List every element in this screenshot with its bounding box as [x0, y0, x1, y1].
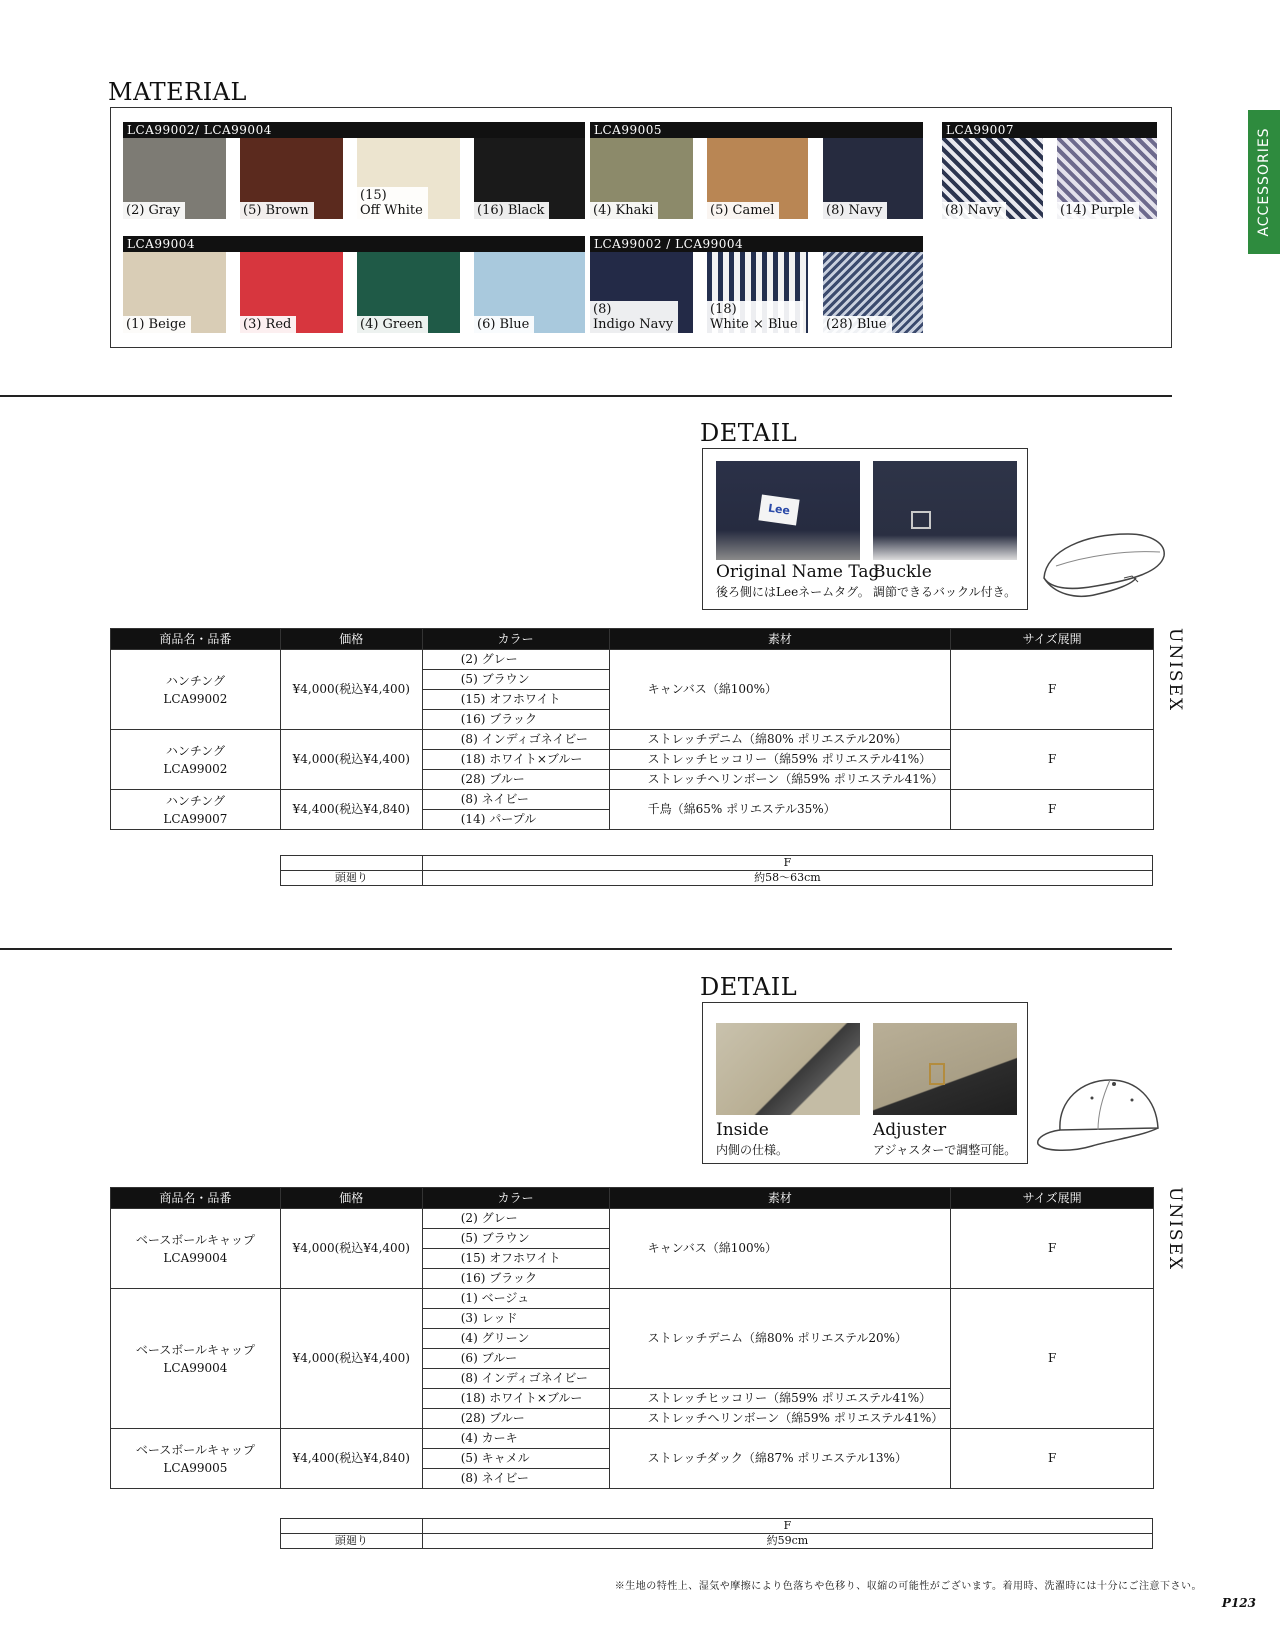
unisex-label: UNISEX	[1165, 1187, 1185, 1272]
detail-heading: DETAIL	[700, 419, 798, 447]
price-cell: ¥4,400(税込¥4,840)	[280, 790, 422, 830]
swatch	[823, 138, 923, 219]
size-cell: F	[951, 790, 1154, 830]
swatch-label: (3) Red	[240, 316, 296, 333]
swatch-label: (6) Blue	[474, 316, 534, 333]
product-name-cell	[111, 650, 281, 730]
detail-subtitle: 後ろ側にはLeeネームタグ。	[716, 585, 870, 599]
accessories-tab-label: ACCESSORIES	[1256, 127, 1272, 237]
swatch-label: (2) Gray	[123, 202, 185, 219]
material-group	[590, 122, 923, 220]
material-cell: キャンバス（綿100%）	[609, 650, 951, 730]
col-header-name: 商品名・品番	[111, 1188, 281, 1209]
material-panel	[110, 107, 1172, 348]
swatch	[123, 252, 226, 333]
size-cell: F	[951, 730, 1154, 790]
material-group-code: LCA99004	[123, 236, 585, 252]
material-group-code: LCA99005	[590, 122, 923, 138]
size-corner	[281, 856, 423, 871]
table-row	[111, 730, 1154, 750]
material-group-code: LCA99007	[942, 122, 1157, 138]
product-name: ハンチング	[165, 793, 226, 808]
size-cell: F	[951, 1209, 1154, 1289]
unisex-label: UNISEX	[1165, 628, 1185, 713]
size-label: 頭廻り	[281, 1534, 423, 1549]
detail-title: Inside	[716, 1120, 769, 1140]
color-cell: (2) グレー	[422, 1209, 609, 1229]
size-cell: F	[951, 1429, 1154, 1489]
material-cell: ストレッチダック（綿87% ポリエステル13%）	[609, 1429, 951, 1489]
color-cell: (8) インディゴネイビー	[422, 730, 609, 750]
col-header-size: サイズ展開	[951, 1188, 1154, 1209]
detail-subtitle: 内側の仕様。	[716, 1143, 789, 1157]
col-header-size: サイズ展開	[951, 629, 1154, 650]
material-cell: キャンバス（綿100%）	[609, 1209, 951, 1289]
accessories-tab	[1248, 110, 1280, 254]
material-cell: ストレッチデニム（綿80% ポリエステル20%）	[609, 1289, 951, 1389]
price-cell: ¥4,000(税込¥4,400)	[280, 1209, 422, 1289]
swatch	[357, 252, 460, 333]
swatch	[240, 252, 343, 333]
swatch-label: (4) Green	[357, 316, 428, 333]
product-name-cell	[111, 1209, 281, 1289]
product-name-cell	[111, 730, 281, 790]
color-cell: (15) オフホワイト	[422, 1249, 609, 1269]
product-code: LCA99004	[163, 1360, 228, 1375]
inside-photo	[716, 1023, 860, 1115]
col-header-price: 価格	[280, 629, 422, 650]
swatch-label: (8) Indigo Navy	[590, 301, 678, 333]
swatch-label: (14) Purple	[1057, 202, 1139, 219]
color-cell: (8) ネイビー	[422, 1469, 609, 1489]
swatch-label: (1) Beige	[123, 316, 191, 333]
color-cell: (18) ホワイト×ブルー	[422, 1389, 609, 1409]
detail-title: Buckle	[873, 562, 932, 582]
color-cell: (8) インディゴネイビー	[422, 1369, 609, 1389]
page-number: P123	[1221, 1596, 1256, 1610]
col-header-material: 素材	[609, 629, 951, 650]
color-cell: (8) ネイビー	[422, 790, 609, 810]
color-cell: (5) ブラウン	[422, 670, 609, 690]
product-name: ハンチング	[165, 673, 226, 688]
hunting-spec-table	[110, 628, 1154, 830]
color-cell: (6) ブルー	[422, 1349, 609, 1369]
color-cell: (16) ブラック	[422, 1269, 609, 1289]
hunting-size-table	[280, 855, 1153, 886]
buckle-icon	[911, 511, 931, 529]
table-row	[111, 1289, 1154, 1309]
swatch	[707, 252, 808, 333]
color-cell: (28) ブルー	[422, 1409, 609, 1429]
table-row	[111, 1429, 1154, 1449]
swatch	[474, 252, 585, 333]
price-cell: ¥4,000(税込¥4,400)	[280, 1289, 422, 1429]
col-header-material: 素材	[609, 1188, 951, 1209]
swatch	[590, 138, 693, 219]
color-cell: (15) オフホワイト	[422, 690, 609, 710]
swatch-label: (28) Blue	[823, 316, 892, 333]
lee-tag: Lee	[758, 494, 799, 525]
material-group	[123, 122, 585, 220]
color-cell: (18) ホワイト×ブルー	[422, 750, 609, 770]
product-code: LCA99005	[163, 1460, 228, 1475]
baseball-cap-illustration	[1032, 1070, 1172, 1166]
swatch	[707, 138, 808, 219]
swatch-label: (5) Brown	[240, 202, 314, 219]
material-group	[590, 236, 923, 334]
size-cell: F	[951, 650, 1154, 730]
material-cell: ストレッチヘリンボーン（綿59% ポリエステル41%）	[609, 1409, 951, 1429]
material-group	[942, 122, 1157, 220]
detail-title: Adjuster	[873, 1120, 947, 1140]
table-row	[111, 790, 1154, 810]
adjuster-photo	[873, 1023, 1017, 1115]
color-cell: (14) パープル	[422, 810, 609, 830]
section-divider	[0, 395, 1172, 397]
product-name: ベースボールキャップ	[135, 1232, 256, 1247]
product-code: LCA99002	[163, 761, 228, 776]
color-cell: (4) カーキ	[422, 1429, 609, 1449]
product-name-cell	[111, 790, 281, 830]
size-value: 約58〜63cm	[422, 871, 1152, 886]
detail-subtitle: アジャスターで調整可能。	[873, 1143, 1017, 1157]
swatch	[823, 252, 923, 333]
material-cell: ストレッチヒッコリー（綿59% ポリエステル41%）	[609, 750, 951, 770]
swatch	[590, 252, 693, 333]
product-name-cell	[111, 1289, 281, 1429]
product-code: LCA99007	[163, 811, 228, 826]
size-label: 頭廻り	[281, 871, 423, 886]
material-heading: MATERIAL	[108, 78, 247, 106]
baseball-size-table	[280, 1518, 1153, 1549]
price-cell: ¥4,000(税込¥4,400)	[280, 730, 422, 790]
swatch-label: (15) Off White	[357, 187, 428, 219]
section-divider	[0, 948, 1172, 950]
table-row	[111, 650, 1154, 670]
swatch	[1057, 138, 1157, 219]
swatch-label: (16) Black	[474, 202, 549, 219]
size-header: F	[422, 1519, 1152, 1534]
swatch	[240, 138, 343, 219]
product-name: ハンチング	[165, 743, 226, 758]
material-group	[123, 236, 585, 334]
size-cell: F	[951, 1289, 1154, 1429]
product-name: ベースボールキャップ	[135, 1442, 256, 1457]
col-header-color: カラー	[422, 629, 609, 650]
price-cell: ¥4,000(税込¥4,400)	[280, 650, 422, 730]
price-cell: ¥4,400(税込¥4,840)	[280, 1429, 422, 1489]
table-row	[111, 1209, 1154, 1229]
swatch-label: (8) Navy	[823, 202, 887, 219]
swatch	[474, 138, 585, 219]
swatch-label: (18) White × Blue	[707, 301, 803, 333]
material-cell: ストレッチヘリンボーン（綿59% ポリエステル41%）	[609, 770, 951, 790]
detail-subtitle: 調節できるバックル付き。	[873, 585, 1017, 599]
color-cell: (28) ブルー	[422, 770, 609, 790]
col-header-color: カラー	[422, 1188, 609, 1209]
swatch-label: (5) Camel	[707, 202, 779, 219]
size-header: F	[422, 856, 1152, 871]
buckle-photo	[873, 461, 1017, 560]
color-cell: (5) ブラウン	[422, 1229, 609, 1249]
material-group-code: LCA99002 / LCA99004	[590, 236, 923, 252]
color-cell: (1) ベージュ	[422, 1289, 609, 1309]
size-corner	[281, 1519, 423, 1534]
product-name-cell	[111, 1429, 281, 1489]
name-tag-photo	[716, 461, 860, 560]
product-name: ベースボールキャップ	[135, 1342, 256, 1357]
color-cell: (16) ブラック	[422, 710, 609, 730]
swatch	[123, 138, 226, 219]
detail-panel	[702, 448, 1028, 610]
material-cell: 千鳥（綿65% ポリエステル35%）	[609, 790, 951, 830]
product-code: LCA99002	[163, 691, 228, 706]
col-header-name: 商品名・品番	[111, 629, 281, 650]
swatch-label: (8) Navy	[942, 202, 1006, 219]
color-cell: (4) グリーン	[422, 1329, 609, 1349]
material-cell: ストレッチヒッコリー（綿59% ポリエステル41%）	[609, 1389, 951, 1409]
material-group-code: LCA99002/ LCA99004	[123, 122, 585, 138]
color-cell: (5) キャメル	[422, 1449, 609, 1469]
product-code: LCA99004	[163, 1250, 228, 1265]
swatch	[357, 138, 460, 219]
material-cell: ストレッチデニム（綿80% ポリエステル20%）	[609, 730, 951, 750]
swatch	[942, 138, 1043, 219]
size-value: 約59cm	[422, 1534, 1152, 1549]
baseball-spec-table	[110, 1187, 1154, 1489]
color-cell: (2) グレー	[422, 650, 609, 670]
detail-heading: DETAIL	[700, 973, 798, 1001]
swatch-label: (4) Khaki	[590, 202, 658, 219]
care-note: ※生地の特性上、湿気や摩擦により色落ちや色移り、収縮の可能性がございます。着用時、洗濯時には十分にご注意下さい。	[614, 1581, 1202, 1592]
adjuster-buckle-icon	[929, 1063, 945, 1085]
hunting-cap-illustration	[1036, 520, 1172, 606]
detail-title: Original Name Tag	[716, 562, 880, 582]
col-header-price: 価格	[280, 1188, 422, 1209]
detail-panel	[702, 1002, 1028, 1164]
color-cell: (3) レッド	[422, 1309, 609, 1329]
